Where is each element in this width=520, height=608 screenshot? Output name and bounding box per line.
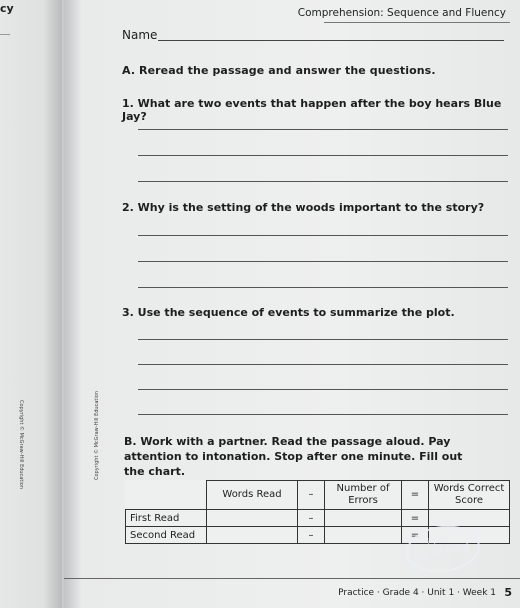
name-label: Name <box>122 28 158 42</box>
answer-line[interactable] <box>138 414 508 415</box>
header-rule <box>324 22 510 23</box>
answer-line[interactable] <box>138 389 508 390</box>
stamp-line-1: 中国图书 <box>423 532 461 548</box>
answer-line[interactable] <box>138 155 508 156</box>
left-page-copyright: Copyright © McGraw-Hill Education <box>18 400 24 489</box>
question-1: 1. What are two events that happen after the boy hears Blue Jay? <box>122 97 502 123</box>
section-a-instruction: A. Reread the passage and answer the questions. <box>122 64 436 77</box>
answer-line[interactable] <box>138 339 508 340</box>
chart-header-score: Words Correct Score <box>429 481 510 510</box>
first-read-equals: = <box>402 510 429 527</box>
answer-line[interactable] <box>138 235 508 236</box>
name-field-line[interactable] <box>158 40 504 41</box>
question-2: 2. Why is the setting of the woods important to the story? <box>122 201 485 214</box>
page-header-title: Comprehension: Sequence and Fluency <box>297 7 506 19</box>
section-b-instruction: B. Work with a partner. Read the passage aloud. Pay attention to intonation. Stop after one minute. Fill out the chart. <box>124 435 463 478</box>
stamp-line-2: 进口图书商城 <box>415 543 471 561</box>
row-label-second-read: Second Read <box>126 527 207 544</box>
spine-copyright: Copyright © McGraw-Hill Education <box>94 391 100 480</box>
worksheet-page <box>64 0 520 608</box>
answer-line[interactable] <box>138 364 508 365</box>
chart-corner <box>126 481 207 510</box>
left-page-tab: cy <box>0 2 14 15</box>
chart-header-row <box>126 481 510 510</box>
second-read-errors-cell[interactable] <box>325 527 402 544</box>
footer-rule <box>64 578 520 579</box>
first-read-errors-cell[interactable] <box>325 510 402 527</box>
row-label-first-read: First Read <box>126 510 207 527</box>
answer-line[interactable] <box>138 129 508 130</box>
left-page-rule <box>0 34 10 35</box>
answer-line[interactable] <box>138 287 508 288</box>
page-number: 5 <box>504 586 512 599</box>
second-read-words-cell[interactable] <box>207 527 298 544</box>
chart-header-errors: Number of Errors <box>325 481 402 510</box>
chart-header-equals: = <box>402 481 429 510</box>
answer-line[interactable] <box>138 181 508 182</box>
left-page <box>0 0 62 608</box>
first-read-words-cell[interactable] <box>207 510 298 527</box>
chart-header-minus: – <box>298 481 325 510</box>
second-read-minus: – <box>298 527 325 544</box>
chart-header-words-read: Words Read <box>207 481 298 510</box>
footer-text: Practice · Grade 4 · Unit 1 · Week 1 <box>338 588 496 598</box>
second-read-equals: = <box>402 527 429 544</box>
first-read-minus: – <box>298 510 325 527</box>
answer-line[interactable] <box>138 261 508 262</box>
question-3: 3. Use the sequence of events to summarize the plot. <box>122 306 455 319</box>
